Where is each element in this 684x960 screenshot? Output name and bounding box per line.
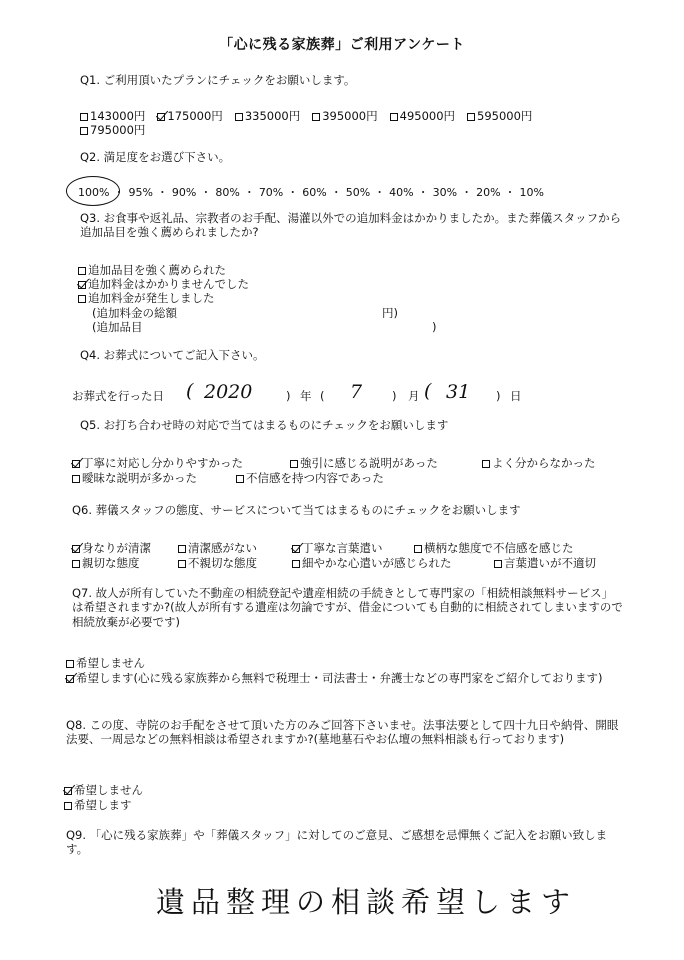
checkbox[interactable] xyxy=(80,127,88,135)
q8-question: Q8. この度、寺院のお手配をさせて頂いた方のみご回答下さいませ。法事法要として四十九日や納骨、開眼法要、一周忌などの無料相談は希望されますか?(墓地墓石やお仏壇の無料相談も行っております) xyxy=(66,718,619,747)
q1-option-143000[interactable]: 143000円 xyxy=(80,109,145,123)
q5-option-4[interactable]: 曖昧な説明が多かった xyxy=(72,471,197,485)
q1-option-395000[interactable]: 395000円 xyxy=(312,109,377,123)
checkbox-checked[interactable] xyxy=(157,113,165,121)
q6-option-8[interactable]: 言葉遣いが不適切 xyxy=(494,556,596,570)
checkbox[interactable] xyxy=(414,545,422,553)
scale-option[interactable]: 70% xyxy=(258,186,284,199)
scale-option[interactable]: 40% xyxy=(389,186,414,199)
checkbox[interactable] xyxy=(292,560,300,568)
q4-question: Q4. お葬式についてご記入下さい。 xyxy=(80,348,265,362)
checkbox[interactable] xyxy=(467,113,475,121)
checkbox[interactable] xyxy=(290,460,298,468)
checkbox[interactable] xyxy=(78,295,86,303)
q4-day-paren-open: ( xyxy=(424,380,432,402)
checkbox[interactable] xyxy=(72,475,80,483)
checkbox[interactable] xyxy=(72,560,80,568)
q4-month-paren-close: ) xyxy=(392,389,397,403)
q9-question: Q9. 「心に残る家族葬」や「葬儀スタッフ」に対してのご意見、ご感想を忌憚無くご記入をお願い致します。 xyxy=(66,828,608,857)
checkbox[interactable] xyxy=(494,560,502,568)
q4-day-value[interactable]: 31 xyxy=(446,381,471,403)
q5-question: Q5. お打ち合わせ時の対応で当てはまるものにチェックをお願いします xyxy=(80,418,449,432)
checkbox[interactable] xyxy=(80,113,88,121)
q3-question: Q3. お食事や返礼品、宗教者のお手配、湯灌以外での追加料金はかかりましたか。また葬儀スタッフから追加品目を強く薦められましたか? xyxy=(80,211,622,240)
scale-option[interactable]: 100% xyxy=(78,186,110,199)
scale-option[interactable]: 90% xyxy=(171,186,197,199)
checkbox-checked[interactable] xyxy=(64,787,72,795)
q8-option-2[interactable]: 希望します xyxy=(64,798,132,812)
checkbox[interactable] xyxy=(178,545,186,553)
scale-option[interactable]: 60% xyxy=(302,186,327,199)
q1-option-335000[interactable]: 335000円 xyxy=(235,109,300,123)
q6-question: Q6. 葬儀スタッフの態度、サービスについて当てはまるものにチェックをお願いします xyxy=(72,503,521,517)
q7-option-1[interactable]: 希望しません xyxy=(66,656,145,670)
scale-option[interactable]: 80% xyxy=(215,186,240,199)
page-title: 「心に残る家族葬」ご利用アンケート xyxy=(219,37,465,53)
q6-option-6[interactable]: 不親切な態度 xyxy=(178,556,257,570)
q1-option-795000[interactable]: 795000円 xyxy=(80,123,145,137)
q4-month-paren-open: ( xyxy=(320,389,325,403)
q2-question: Q2. 満足度をお選び下さい。 xyxy=(80,150,231,164)
checkbox-checked[interactable] xyxy=(78,281,86,289)
q6-option-2[interactable]: 清潔感がない xyxy=(178,541,257,555)
checkbox-checked[interactable] xyxy=(292,545,300,553)
q6-option-5[interactable]: 親切な態度 xyxy=(72,556,140,570)
q4-month-value[interactable]: 7 xyxy=(350,381,363,403)
checkbox[interactable] xyxy=(178,560,186,568)
checkbox[interactable] xyxy=(390,113,398,121)
checkbox[interactable] xyxy=(78,267,86,275)
checkbox-checked[interactable] xyxy=(72,545,80,553)
q1-option-495000[interactable]: 495000円 xyxy=(390,109,455,123)
q5-option-1[interactable]: 丁寧に対応し分かりやすかった xyxy=(72,456,243,470)
q6-option-4[interactable]: 横柄な態度で不信感を感じた xyxy=(414,541,574,555)
scale-option[interactable]: 20% xyxy=(476,186,501,199)
q6-option-1[interactable]: 身なりが清潔 xyxy=(72,541,151,555)
scale-option[interactable]: 10% xyxy=(519,186,544,199)
q3-items-close: ) xyxy=(432,320,437,334)
q5-option-3[interactable]: よく分からなかった xyxy=(482,456,596,470)
q3-total-label: (追加料金の総額 xyxy=(92,306,177,320)
scale-option[interactable]: 95% xyxy=(128,186,153,199)
q1-options xyxy=(80,109,620,123)
q1-option-175000[interactable]: 175000円 xyxy=(157,109,222,123)
checkbox[interactable] xyxy=(64,802,72,810)
checkbox[interactable] xyxy=(235,113,243,121)
checkbox[interactable] xyxy=(236,475,244,483)
scale-option[interactable]: 50% xyxy=(345,186,371,199)
q4-day-paren-close: ) xyxy=(496,389,501,403)
q4-year-paren-close: ) xyxy=(286,389,291,403)
checkbox[interactable] xyxy=(66,660,74,668)
q4-year-value[interactable]: 2020 xyxy=(204,381,253,403)
q2-scale: 100% ・ 95% ・ 90% ・ 80% ・ 70% ・ 60% ・ 50% ・ 40% ・ 30% ・ 20% ・ 10% xyxy=(78,186,544,199)
checkbox[interactable] xyxy=(312,113,320,121)
q3-option-1[interactable]: 追加品目を強く薦められた xyxy=(78,263,226,277)
q8-option-1[interactable]: 希望しません xyxy=(64,783,143,797)
q5-option-2[interactable]: 強引に感じる説明があった xyxy=(290,456,438,470)
checkbox-checked[interactable] xyxy=(66,675,74,683)
q7-question: Q7. 故人が所有していた不動産の相続登記や遺産相続の手続きとして専門家の「相続相談無料サービス」は希望されますか?(故人が所有する遺産は勿論ですが、借金についても自動的に相続されてしまいますので相続放棄が必要です) xyxy=(72,586,623,629)
q6-option-3[interactable]: 丁寧な言葉遣い xyxy=(292,541,383,555)
q6-option-7[interactable]: 細やかな心遣いが感じられた xyxy=(292,556,452,570)
q3-items-label: (追加品目 xyxy=(92,320,143,334)
q3-total-unit: 円) xyxy=(382,306,398,320)
q7-option-2[interactable]: 希望します(心に残る家族葬から無料で税理士・司法書士・弁護士などの専門家をご紹介しております) xyxy=(66,671,621,685)
checkbox[interactable] xyxy=(482,460,490,468)
q3-option-3[interactable]: 追加料金が発生しました xyxy=(78,291,215,305)
q4-year-unit: 年 xyxy=(300,389,312,403)
q9-answer[interactable]: 遺品整理の相談希望します xyxy=(156,885,577,919)
q1-option-595000[interactable]: 595000円 xyxy=(467,109,532,123)
scale-option[interactable]: 30% xyxy=(432,186,458,199)
q4-day-unit: 日 xyxy=(510,389,522,403)
q3-option-2[interactable]: 追加料金はかかりませんでした xyxy=(78,277,249,291)
q4-date-label: お葬式を行った日 xyxy=(72,389,164,403)
q1-question: Q1. ご利用頂いたプランにチェックをお願いします。 xyxy=(80,73,356,87)
checkbox-checked[interactable] xyxy=(72,460,80,468)
q4-year-paren-open: ( xyxy=(186,380,194,402)
q5-option-5[interactable]: 不信感を持つ内容であった xyxy=(236,471,384,485)
q4-month-unit: 月 xyxy=(408,389,420,403)
